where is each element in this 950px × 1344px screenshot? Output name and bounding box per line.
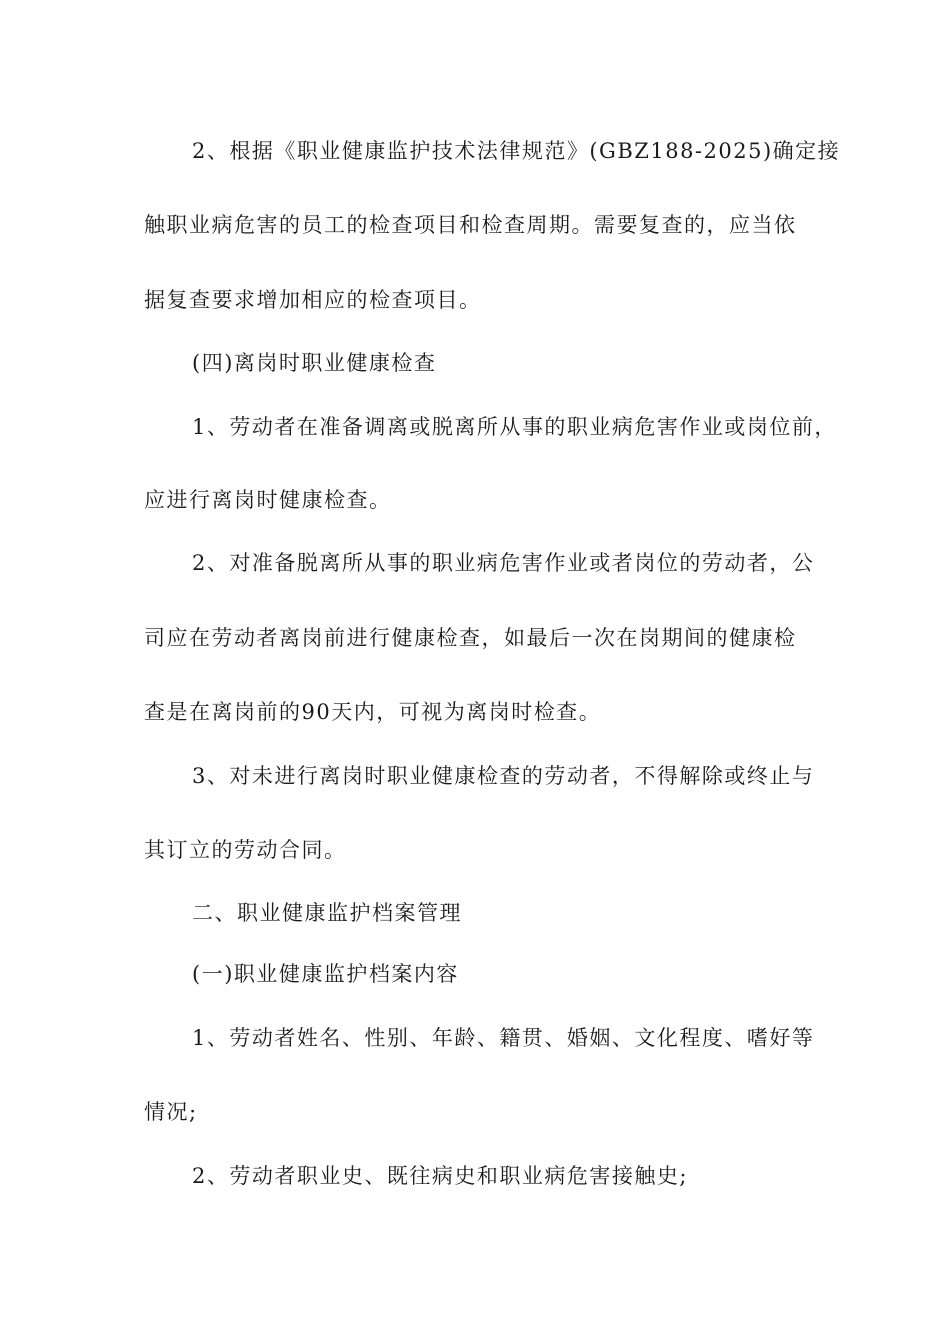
paragraph-line: 司应在劳动者离岗前进行健康检查，如最后一次在岗期间的健康检 [144,626,797,650]
section-heading: (四)离岗时职业健康检查 [192,351,437,375]
paragraph-line: 查是在离岗前的90天内，可视为离岗时检查。 [144,700,602,724]
paragraph-line: 3、对未进行离岗时职业健康检查的劳动者，不得解除或终止与 [192,764,815,788]
paragraph-line: 情况; [144,1100,198,1124]
paragraph-line: 应进行离岗时健康检查。 [144,488,392,512]
paragraph-line: 2、根据《职业健康监护技术法律规范》(GBZ188-2025)确定接 [192,139,841,163]
subsection-heading: (一)职业健康监护档案内容 [192,962,459,986]
section-heading: 二、职业健康监护档案管理 [192,901,462,925]
paragraph-line: 据复查要求增加相应的检查项目。 [144,288,482,312]
paragraph-line: 其订立的劳动合同。 [144,838,347,862]
paragraph-line: 1、劳动者姓名、性别、年龄、籍贯、婚姻、文化程度、嗜好等 [192,1026,815,1050]
paragraph-line: 2、对准备脱离所从事的职业病危害作业或者岗位的劳动者，公 [192,551,815,575]
paragraph-line: 2、劳动者职业史、既往病史和职业病危害接触史; [192,1164,688,1188]
paragraph-line: 触职业病危害的员工的检查项目和检查周期。需要复查的，应当依 [144,213,797,237]
paragraph-line: 1、劳动者在准备调离或脱离所从事的职业病危害作业或岗位前， [192,415,837,439]
